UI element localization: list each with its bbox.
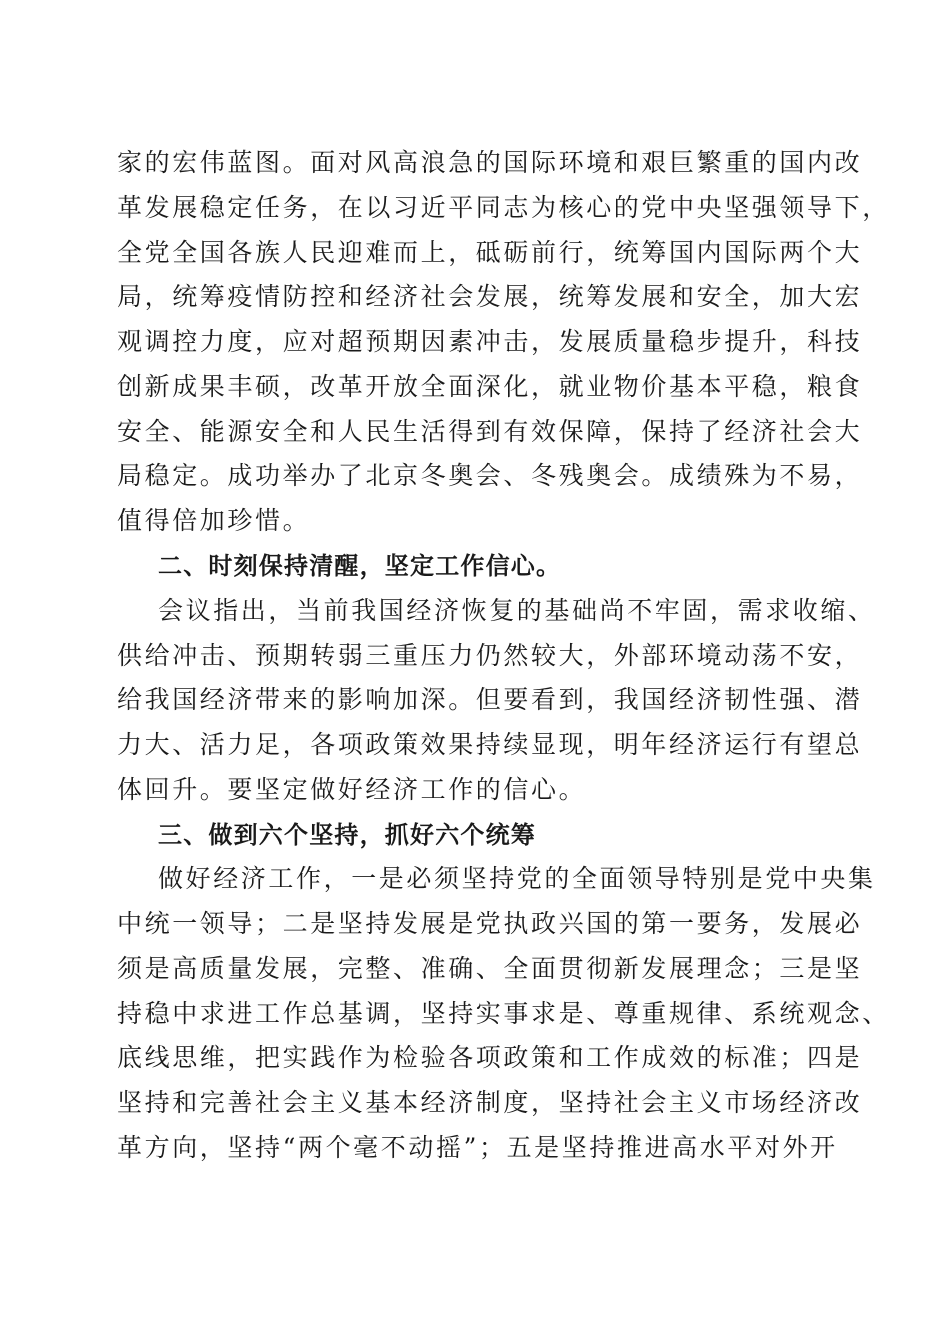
section-heading-2: 二、时刻保持清醒，坚定工作信心。 [158, 552, 562, 580]
section-heading-3: 三、做到六个坚持，抓好六个统筹 [158, 821, 536, 849]
text-line: 革发展稳定任务，在以习近平同志为核心的党中央坚强领导下， [117, 193, 890, 222]
text-line: 观调控力度，应对超预期因素冲击，发展质量稳步提升，科技 [117, 327, 863, 356]
text-line: 家的宏伟蓝图。面对风高浪急的国际环境和艰巨繁重的国内改 [117, 148, 863, 177]
text-line: 全党全国各族人民迎难而上，砥砺前行，统筹国内国际两个大 [117, 238, 863, 267]
text-line: 局，统筹疫情防控和经济社会发展，统筹发展和安全，加大宏 [117, 282, 863, 311]
text-line: 供给冲击、预期转弱三重压力仍然较大，外部环境动荡不安， [117, 641, 863, 670]
text-line: 创新成果丰硕，改革开放全面深化，就业物价基本平稳，粮食 [117, 372, 863, 401]
text-line: 会议指出，当前我国经济恢复的基础尚不牢固，需求收缩、 [158, 596, 876, 625]
text-line: 力大、活力足，各项政策效果持续显现，明年经济运行有望总 [117, 730, 863, 759]
text-line: 体回升。要坚定做好经济工作的信心。 [117, 775, 587, 804]
text-line: 做好经济工作，一是必须坚持党的全面领导特别是党中央集 [158, 864, 876, 893]
text-line: 中统一领导；二是坚持发展是党执政兴国的第一要务，发展必 [117, 909, 863, 938]
text-line: 给我国经济带来的影响加深。但要看到，我国经济韧性强、潜 [117, 685, 863, 714]
text-line: 值得倍加珍惜。 [117, 506, 311, 535]
text-line: 底线思维，把实践作为检验各项政策和工作成效的标准；四是 [117, 1043, 863, 1072]
text-line: 坚持和完善社会主义基本经济制度，坚持社会主义市场经济改 [117, 1088, 863, 1117]
text-line: 须是高质量发展，完整、准确、全面贯彻新发展理念；三是坚 [117, 954, 863, 983]
text-line: 局稳定。成功举办了北京冬奥会、冬残奥会。成绩殊为不易， [117, 461, 863, 490]
text-line: 持稳中求进工作总基调，坚持实事求是、尊重规律、系统观念、 [117, 999, 890, 1028]
text-line: 安全、能源安全和人民生活得到有效保障，保持了经济社会大 [117, 417, 863, 446]
text-line: 革方向，坚持“两个毫不动摇”；五是坚持推进高水平对外开 [117, 1133, 838, 1162]
